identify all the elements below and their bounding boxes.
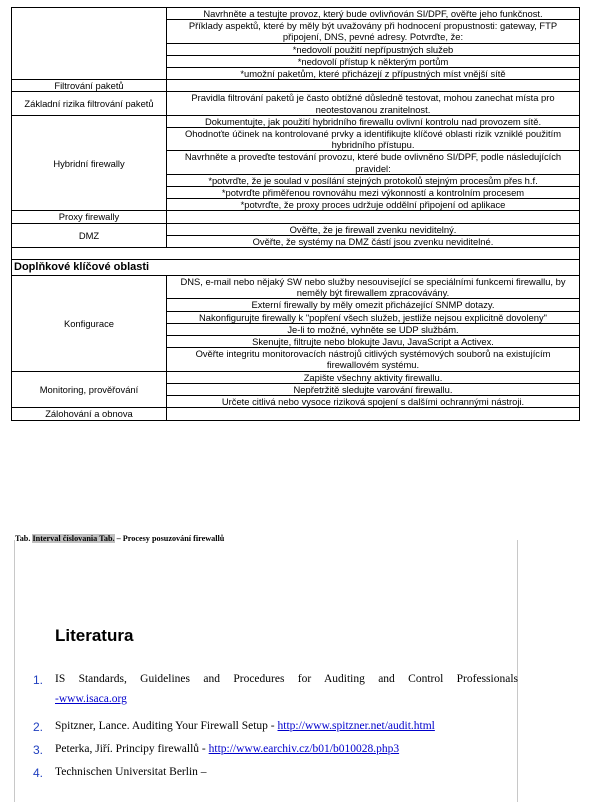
reference-text: Peterka, Jiří. Principy firewallů - — [55, 743, 206, 755]
caption-suffix: – Procesy posuzování firewallů — [116, 534, 225, 543]
row-item: *nedovolí přístup k některým portům — [167, 55, 580, 67]
row-label: Základní rizika filtrování paketů — [12, 92, 167, 115]
reference-number: 4. — [33, 766, 44, 780]
reference-text: IS Standards, Guidelines and Procedures for Auditing and Control Professionals — [55, 673, 518, 685]
row-item: DNS, e-mail nebo nějaký SW nebo služby nesouvisející se speciálními funkcemi firewallu, by neměly být firewallem zpracovávány. — [167, 276, 580, 299]
row-item: Příklady aspektů, které by měly být uvažovány při hodnocení propustnosti: gateway, FTP připojení, DNS, pevné adresy. Potvrďte, že: — [167, 20, 580, 43]
row-item — [167, 408, 580, 420]
caption-highlight: Interval číslovania Tab. — [32, 534, 115, 543]
reference-number: 2. — [33, 720, 44, 734]
spacer-cell — [12, 248, 580, 260]
section-row — [12, 260, 580, 276]
caption-prefix: Tab. — [15, 534, 31, 543]
table-row — [12, 8, 580, 20]
row-item: Skenujte, filtrujte nebo blokujte Javu, JavaScript a Activex. — [167, 336, 580, 348]
table-row — [12, 115, 580, 127]
row-item — [167, 80, 580, 92]
row-item: Ověřte, že je firewall zvenku neviditelný. — [167, 223, 580, 235]
table-row — [12, 408, 580, 420]
row-label: DMZ — [12, 223, 167, 247]
row-item: *potvrďte, že proxy proces udržuje oddělní připojení od aplikace — [167, 199, 580, 211]
row-item: Pravidla filtrování paketů je často obtížné důsledně testovat, mohou zanechat místa pro neotestovanou zranitelnost. — [167, 92, 580, 115]
row-label: Zálohování a obnova — [12, 408, 167, 420]
reference-text: Technischen Universitat Berlin – — [55, 766, 207, 778]
row-item: Nepřetržitě sledujte varování firewallu. — [167, 383, 580, 395]
row-label: Proxy firewally — [12, 211, 167, 223]
row-item: Dokumentujte, jak použití hybridního firewallu ovlivní kontrolu nad provozem sítě. — [167, 115, 580, 127]
row-label — [12, 8, 167, 80]
page-frame — [14, 540, 518, 802]
row-item: Určete citlivá nebo vysoce riziková spojení s dalšími ochrannými nástroji. — [167, 396, 580, 408]
reference-number: 3. — [33, 743, 44, 757]
spacer-row — [12, 248, 580, 260]
row-item: *potvrďte, že je soulad v posílání stejných protokolů stejným procesům přes h.f. — [167, 174, 580, 186]
table-row — [12, 371, 580, 383]
row-item: Ohodnoťte účinek na kontrolované prvky a identifikujte klíčové oblasti rizik vzniklé použitím hybridního přístupu. — [167, 128, 580, 151]
row-item: *umožní paketům, které přicházejí z přípustných míst vnější sítě — [167, 68, 580, 80]
table-row — [12, 276, 580, 299]
row-item: *nedovolí použití nepřípustných služeb — [167, 43, 580, 55]
literature-heading: Literatura — [55, 626, 134, 645]
reference-link[interactable]: -www.isaca.org — [55, 693, 127, 705]
table-row — [12, 223, 580, 235]
reference-link[interactable]: http://www.earchiv.cz/b01/b010028.php3 — [208, 743, 400, 755]
reference-text: Spitzner, Lance. Auditing Your Firewall Setup - — [55, 720, 275, 732]
row-item: Je-li to možné, vyhněte se UDP službám. — [167, 323, 580, 335]
row-item: Nakonfigurujte firewally k "popření všech služeb, jestliže nejsou explicitně dovoleny" — [167, 311, 580, 323]
row-item: Ověřte integritu monitorovacích nástrojů citlivých systémových souborů na existujícím firewallovém systému. — [167, 348, 580, 371]
audit-table — [11, 7, 580, 421]
reference-link[interactable]: http://www.spitzner.net/audit.html — [277, 720, 435, 732]
row-item: Externí firewally by měly omezit přicházející SNMP dotazy. — [167, 299, 580, 311]
table-row — [12, 92, 580, 115]
row-item: Ověřte, že systémy na DMZ částí jsou zvenku neviditelné. — [167, 235, 580, 247]
row-item: Zapište všechny aktivity firewallu. — [167, 371, 580, 383]
row-item: *potvrďte přiměřenou rovnováhu mezi výkonností a kontrolním procesem — [167, 187, 580, 199]
row-label: Konfigurace — [12, 276, 167, 372]
table-row — [12, 211, 580, 223]
section-title: Doplňkové klíčové oblasti — [12, 260, 580, 276]
row-item: Navrhněte a testujte provoz, který bude ovlivňován SI/DPF, ověřte jeho funkčnost. — [167, 8, 580, 20]
reference-number: 1. — [33, 673, 44, 687]
row-label: Monitoring, prověřování — [12, 371, 167, 408]
row-label: Filtrování paketů — [12, 80, 167, 92]
table-row — [12, 80, 580, 92]
row-label: Hybridní firewally — [12, 115, 167, 211]
row-item: Navrhněte a proveďte testování provozu, které bude ovlivněno SI/DPF, podle následujících pravidel: — [167, 151, 580, 174]
row-item — [167, 211, 580, 223]
